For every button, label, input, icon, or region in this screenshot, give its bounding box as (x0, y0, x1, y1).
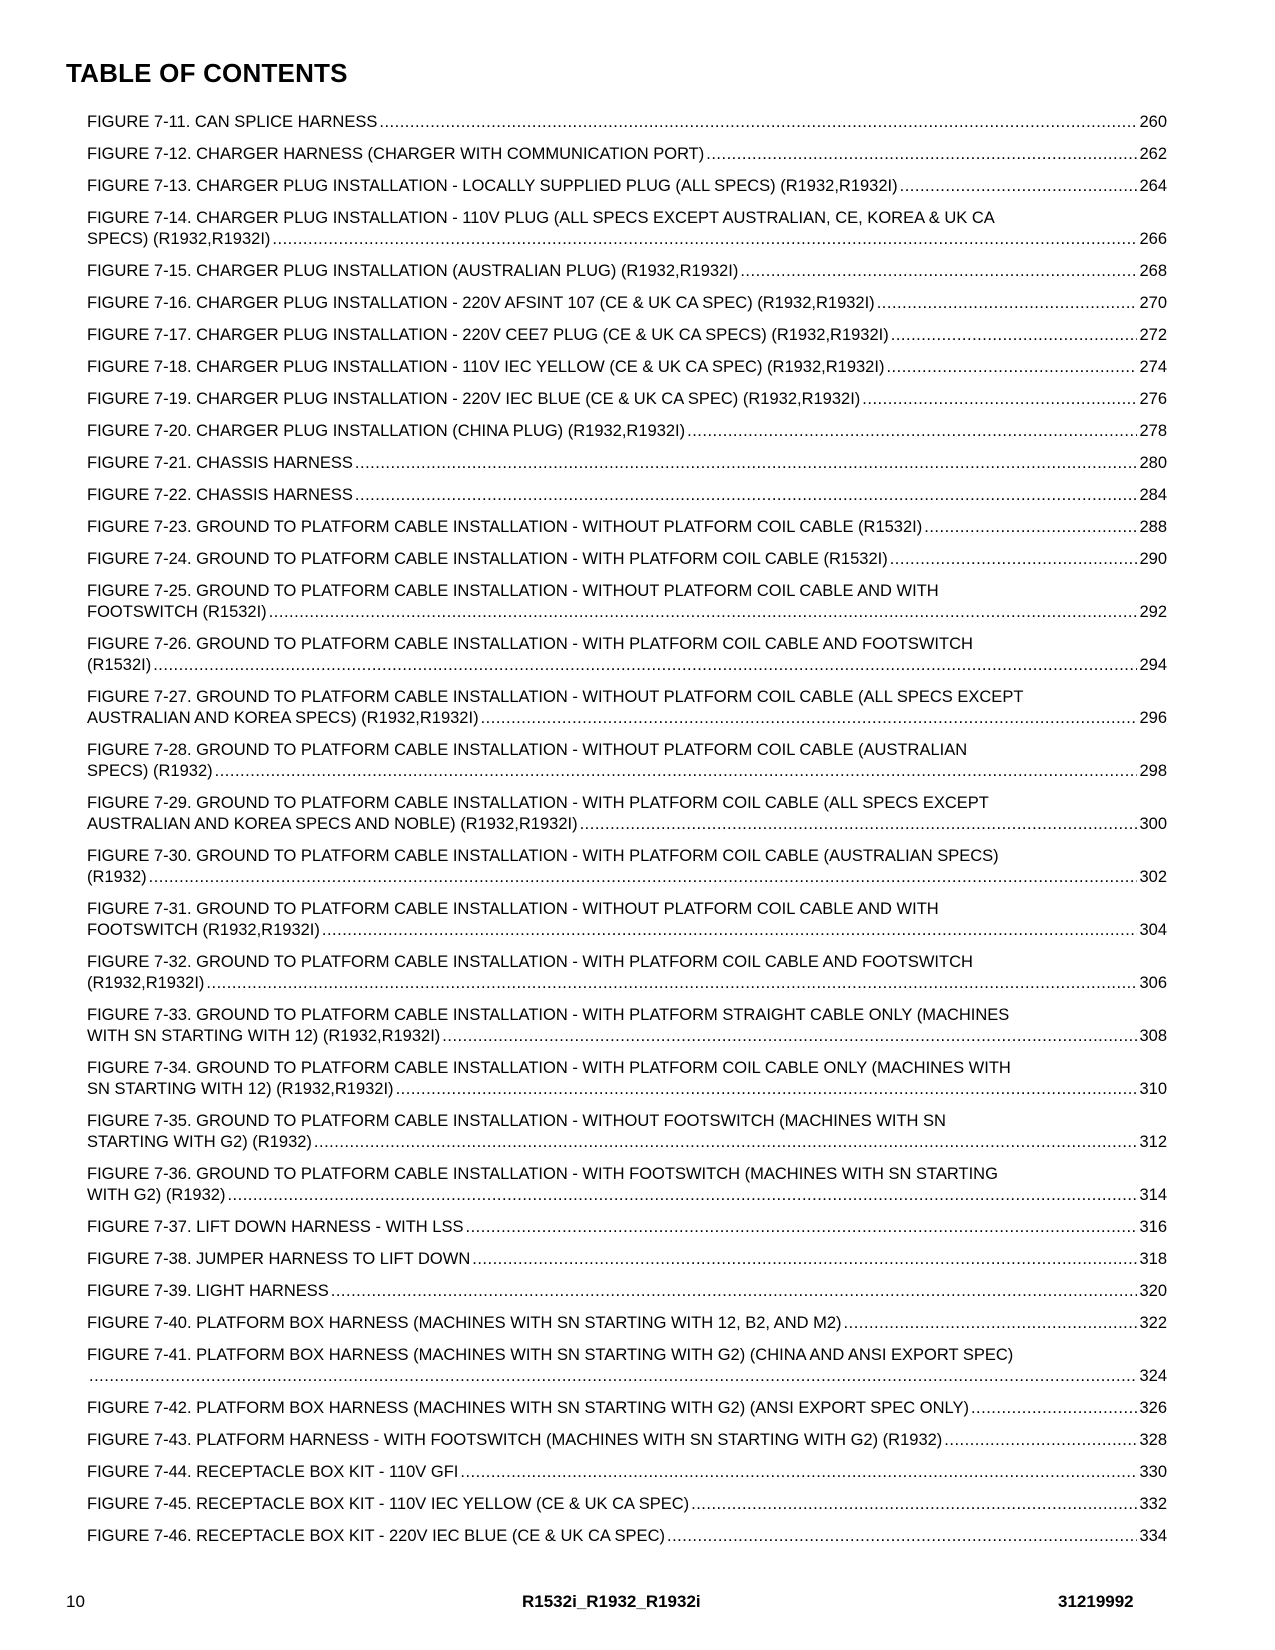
toc-entry-line (87, 357, 1167, 378)
toc-dot-leader (890, 549, 1138, 570)
toc-entry-line (87, 1366, 1167, 1387)
toc-entry-line (87, 1281, 1167, 1302)
toc-dot-leader (153, 655, 1137, 676)
toc-entry-line (87, 867, 1167, 888)
toc-entry-line (87, 708, 1167, 729)
toc-entry-line (87, 293, 1167, 314)
toc-entry-line (87, 176, 1167, 197)
toc-dot-leader (481, 708, 1138, 729)
toc-page-number: 334 (1139, 1527, 1167, 1545)
footer-doc-number: 31219992 (1058, 1592, 1134, 1611)
toc-entry[interactable] (87, 517, 1167, 538)
toc-entry-line (87, 814, 1167, 835)
footer-model: R1532i_R1932_R1932i (522, 1592, 701, 1611)
toc-entry-title: FIGURE 7-18. CHARGER PLUG INSTALLATION - 110V IEC YELLOW (CE & UK CA SPEC) (R1932,R1932I) (87, 358, 885, 376)
toc-page-number: 330 (1139, 1463, 1167, 1481)
toc-entry[interactable] (87, 1111, 1167, 1153)
toc-page-number: 262 (1139, 145, 1167, 163)
toc-entry-line (87, 1526, 1167, 1547)
toc-entry[interactable] (87, 740, 1167, 782)
toc-entry-title: FIGURE 7-24. GROUND TO PLATFORM CABLE INSTALLATION - WITH PLATFORM COIL CABLE (R1532I) (87, 550, 888, 568)
toc-page-number: 332 (1139, 1495, 1167, 1513)
toc-entry-title: SN STARTING WITH 12) (R1932,R1932I) (87, 1080, 394, 1098)
toc-page-number: 320 (1139, 1282, 1167, 1300)
toc-dot-leader (691, 1494, 1137, 1515)
toc-dot-leader (740, 261, 1137, 282)
toc-dot-leader (466, 1217, 1138, 1238)
toc-page-number: 308 (1139, 1027, 1167, 1045)
toc-entry-line (87, 602, 1167, 623)
toc-entry-title: FOOTSWITCH (R1932,R1932I) (87, 921, 320, 939)
toc-entry[interactable] (87, 112, 1167, 133)
toc-list (87, 112, 1167, 1558)
toc-entry[interactable] (87, 581, 1167, 623)
toc-entry-title-line: FIGURE 7-32. GROUND TO PLATFORM CABLE INSTALLATION - WITH PLATFORM COIL CABLE AND FOOTSWITCH (87, 953, 973, 971)
toc-entry-title: FIGURE 7-46. RECEPTACLE BOX KIT - 220V IEC BLUE (CE & UK CA SPEC) (87, 1527, 665, 1545)
toc-page-number: 328 (1139, 1431, 1167, 1449)
toc-page-number: 312 (1139, 1133, 1167, 1151)
toc-entry-title-line: FIGURE 7-27. GROUND TO PLATFORM CABLE INSTALLATION - WITHOUT PLATFORM COIL CABLE (ALL SPECS EXCEPT (87, 688, 1024, 706)
toc-page-number: 296 (1139, 709, 1167, 727)
toc-page-number: 310 (1139, 1080, 1167, 1098)
toc-entry-title: FIGURE 7-38. JUMPER HARNESS TO LIFT DOWN (87, 1250, 471, 1268)
toc-dot-leader (355, 453, 1138, 474)
toc-entry[interactable] (87, 485, 1167, 506)
toc-dot-leader (396, 1079, 1138, 1100)
toc-page-number: 290 (1139, 550, 1167, 568)
toc-entry[interactable] (87, 1281, 1167, 1302)
toc-entry-title: STARTING WITH G2) (R1932) (87, 1133, 312, 1151)
toc-entry-title: AUSTRALIAN AND KOREA SPECS AND NOBLE) (R1932,R1932I) (87, 815, 578, 833)
toc-page-number: 294 (1139, 656, 1167, 674)
toc-page-number: 300 (1139, 815, 1167, 833)
toc-entry-title-line: FIGURE 7-36. GROUND TO PLATFORM CABLE INSTALLATION - WITH FOOTSWITCH (MACHINES WITH SN STARTING (87, 1165, 998, 1183)
toc-entry-line (87, 1462, 1167, 1483)
toc-entry-line (87, 655, 1167, 676)
toc-entry-title: FIGURE 7-13. CHARGER PLUG INSTALLATION - LOCALLY SUPPLIED PLUG (ALL SPECS) (R1932,R1932I) (87, 177, 898, 195)
toc-entry-title: AUSTRALIAN AND KOREA SPECS) (R1932,R1932I) (87, 709, 479, 727)
toc-entry[interactable] (87, 293, 1167, 314)
toc-page-number: 298 (1139, 762, 1167, 780)
toc-dot-leader (687, 421, 1137, 442)
toc-page-number: 292 (1139, 603, 1167, 621)
toc-dot-leader (886, 357, 1137, 378)
toc-page-number: 324 (1139, 1367, 1167, 1385)
toc-entry[interactable] (87, 1462, 1167, 1483)
toc-dot-leader (971, 1398, 1138, 1419)
toc-entry[interactable] (87, 1398, 1167, 1419)
toc-dot-leader (215, 761, 1138, 782)
toc-page-number: 304 (1139, 921, 1167, 939)
toc-entry-title-line: FIGURE 7-14. CHARGER PLUG INSTALLATION - 110V PLUG (ALL SPECS EXCEPT AUSTRALIAN, CE, KOREA & UK CA (87, 209, 995, 227)
toc-entry-line (87, 229, 1167, 250)
toc-entry[interactable] (87, 1494, 1167, 1515)
toc-entry[interactable] (87, 421, 1167, 442)
toc-entry-line (87, 421, 1167, 442)
toc-entry-title-line: FIGURE 7-33. GROUND TO PLATFORM CABLE INSTALLATION - WITH PLATFORM STRAIGHT CABLE ONLY (MACHINES (87, 1006, 1010, 1024)
toc-entry-title: FIGURE 7-11. CAN SPLICE HARNESS (87, 113, 378, 131)
toc-entry[interactable] (87, 357, 1167, 378)
toc-entry-title: FIGURE 7-19. CHARGER PLUG INSTALLATION - 220V IEC BLUE (CE & UK CA SPEC) (R1932,R1932I) (87, 390, 861, 408)
toc-entry-title: FIGURE 7-12. CHARGER HARNESS (CHARGER WITH COMMUNICATION PORT) (87, 145, 705, 163)
toc-dot-leader (900, 176, 1138, 197)
toc-entry[interactable] (87, 846, 1167, 888)
toc-page-number: 316 (1139, 1218, 1167, 1236)
toc-entry-title-line: FIGURE 7-28. GROUND TO PLATFORM CABLE INSTALLATION - WITHOUT PLATFORM COIL CABLE (AUSTRALIAN (87, 741, 968, 759)
toc-dot-leader (844, 1313, 1138, 1334)
toc-dot-leader (355, 485, 1138, 506)
toc-dot-leader (227, 1185, 1137, 1206)
toc-entry[interactable] (87, 208, 1167, 250)
toc-page-number: 264 (1139, 177, 1167, 195)
toc-entry-line (87, 761, 1167, 782)
toc-page-number: 272 (1139, 326, 1167, 344)
toc-entry-line (87, 1132, 1167, 1153)
toc-entry[interactable] (87, 1430, 1167, 1451)
toc-entry-title: FIGURE 7-23. GROUND TO PLATFORM CABLE INSTALLATION - WITHOUT PLATFORM COIL CABLE (R1532I) (87, 518, 923, 536)
toc-page-number: 288 (1139, 518, 1167, 536)
toc-entry-line (87, 389, 1167, 410)
toc-entry-title-line: FIGURE 7-30. GROUND TO PLATFORM CABLE INSTALLATION - WITH PLATFORM COIL CABLE (AUSTRALIAN SPECS) (87, 847, 999, 865)
toc-entry-line (87, 112, 1167, 133)
toc-entry[interactable] (87, 176, 1167, 197)
toc-entry-title: FIGURE 7-43. PLATFORM HARNESS - WITH FOOTSWITCH (MACHINES WITH SN STARTING WITH G2) (R1932) (87, 1431, 943, 1449)
toc-dot-leader (706, 144, 1137, 165)
toc-page-number: 268 (1139, 262, 1167, 280)
toc-page-number: 284 (1139, 486, 1167, 504)
toc-entry[interactable] (87, 1164, 1167, 1206)
toc-entry-title-line: FIGURE 7-35. GROUND TO PLATFORM CABLE INSTALLATION - WITHOUT FOOTSWITCH (MACHINES WITH SN (87, 1112, 946, 1130)
toc-page-number: 326 (1139, 1399, 1167, 1417)
toc-entry-line (87, 485, 1167, 506)
toc-entry[interactable] (87, 634, 1167, 676)
toc-entry[interactable] (87, 261, 1167, 282)
toc-entry-line (87, 1249, 1167, 1270)
toc-entry-title: FOOTSWITCH (R1532I) (87, 603, 267, 621)
toc-entry-title: FIGURE 7-40. PLATFORM BOX HARNESS (MACHINES WITH SN STARTING WITH 12, B2, AND M2) (87, 1314, 842, 1332)
toc-entry[interactable] (87, 549, 1167, 570)
toc-entry-title: FIGURE 7-39. LIGHT HARNESS (87, 1282, 329, 1300)
toc-entry[interactable] (87, 325, 1167, 346)
toc-dot-leader (322, 920, 1138, 941)
toc-entry-line (87, 1494, 1167, 1515)
toc-entry-title: FIGURE 7-37. LIFT DOWN HARNESS - WITH LSS (87, 1218, 464, 1236)
toc-entry-title: SPECS) (R1932,R1932I) (87, 230, 271, 248)
toc-entry-title: (R1532I) (87, 656, 152, 674)
toc-entry[interactable] (87, 1526, 1167, 1547)
toc-dot-leader (269, 602, 1138, 623)
toc-entry-title: FIGURE 7-45. RECEPTACLE BOX KIT - 110V IEC YELLOW (CE & UK CA SPEC) (87, 1495, 690, 1513)
toc-page-number: 278 (1139, 422, 1167, 440)
toc-page-number: 266 (1139, 230, 1167, 248)
toc-entry-line (87, 1430, 1167, 1451)
toc-entry-title: WITH SN STARTING WITH 12) (R1932,R1932I) (87, 1027, 441, 1045)
toc-entry-line (87, 973, 1167, 994)
toc-dot-leader (89, 1366, 1137, 1387)
toc-page-number: 306 (1139, 974, 1167, 992)
toc-page-number: 280 (1139, 454, 1167, 472)
toc-entry-title: SPECS) (R1932) (87, 762, 213, 780)
toc-dot-leader (891, 325, 1138, 346)
toc-entry-title: FIGURE 7-44. RECEPTACLE BOX KIT - 110V GFI (87, 1463, 459, 1481)
toc-entry-title: FIGURE 7-21. CHASSIS HARNESS (87, 454, 353, 472)
toc-page-number: 322 (1139, 1314, 1167, 1332)
page-title: TABLE OF CONTENTS (66, 58, 348, 88)
toc-entry[interactable] (87, 1217, 1167, 1238)
toc-entry-line (87, 1026, 1167, 1047)
toc-entry[interactable] (87, 1345, 1167, 1387)
toc-entry-line (87, 549, 1167, 570)
toc-dot-leader (379, 112, 1137, 133)
toc-entry-title-line: FIGURE 7-31. GROUND TO PLATFORM CABLE INSTALLATION - WITHOUT PLATFORM COIL CABLE AND WITH (87, 900, 939, 918)
toc-entry-line (87, 1398, 1167, 1419)
toc-entry[interactable] (87, 1005, 1167, 1047)
toc-entry-title-line: FIGURE 7-26. GROUND TO PLATFORM CABLE INSTALLATION - WITH PLATFORM COIL CABLE AND FOOTSWITCH (87, 635, 973, 653)
toc-entry-title: FIGURE 7-16. CHARGER PLUG INSTALLATION - 220V AFSINT 107 (CE & UK CA SPEC) (R1932,R1932I) (87, 294, 875, 312)
toc-entry-title: FIGURE 7-15. CHARGER PLUG INSTALLATION (AUSTRALIAN PLUG) (R1932,R1932I) (87, 262, 739, 280)
toc-dot-leader (460, 1462, 1137, 1483)
toc-entry-title: FIGURE 7-42. PLATFORM BOX HARNESS (MACHINES WITH SN STARTING WITH G2) (ANSI EXPORT SPEC ONLY) (87, 1399, 969, 1417)
toc-dot-leader (331, 1281, 1138, 1302)
toc-dot-leader (149, 867, 1138, 888)
toc-entry-line (87, 1313, 1167, 1334)
toc-entry[interactable] (87, 1313, 1167, 1334)
toc-entry-line (87, 325, 1167, 346)
toc-entry-line (87, 920, 1167, 941)
toc-entry-line (87, 261, 1167, 282)
toc-entry-line (87, 144, 1167, 165)
toc-entry-title-line: FIGURE 7-41. PLATFORM BOX HARNESS (MACHINES WITH SN STARTING WITH G2) (CHINA AND ANSI EXPORT SPEC) (87, 1346, 1014, 1364)
toc-page-number: 260 (1139, 113, 1167, 131)
toc-dot-leader (924, 517, 1137, 538)
toc-page-number: 270 (1139, 294, 1167, 312)
toc-entry[interactable] (87, 793, 1167, 835)
toc-entry-title-line: FIGURE 7-25. GROUND TO PLATFORM CABLE INSTALLATION - WITHOUT PLATFORM COIL CABLE AND WITH (87, 582, 939, 600)
toc-entry-title: FIGURE 7-17. CHARGER PLUG INSTALLATION - 220V CEE7 PLUG (CE & UK CA SPECS) (R1932,R1932I) (87, 326, 889, 344)
toc-entry[interactable] (87, 453, 1167, 474)
toc-dot-leader (472, 1249, 1137, 1270)
toc-entry-title-line: FIGURE 7-29. GROUND TO PLATFORM CABLE INSTALLATION - WITH PLATFORM COIL CABLE (ALL SPECS EXCEPT (87, 794, 989, 812)
toc-entry-line (87, 1185, 1167, 1206)
toc-entry[interactable] (87, 1058, 1167, 1100)
toc-entry-line (87, 1217, 1167, 1238)
toc-dot-leader (862, 389, 1137, 410)
toc-dot-leader (580, 814, 1138, 835)
toc-page-number: 314 (1139, 1186, 1167, 1204)
toc-entry-line (87, 453, 1167, 474)
toc-entry-title: (R1932,R1932I) (87, 974, 205, 992)
toc-dot-leader (272, 229, 1137, 250)
toc-entry[interactable] (87, 952, 1167, 994)
toc-entry[interactable] (87, 144, 1167, 165)
footer-page-number: 10 (66, 1592, 85, 1611)
toc-entry[interactable] (87, 1249, 1167, 1270)
toc-page-number: 318 (1139, 1250, 1167, 1268)
toc-dot-leader (206, 973, 1137, 994)
toc-dot-leader (442, 1026, 1137, 1047)
toc-entry[interactable] (87, 389, 1167, 410)
toc-dot-leader (314, 1132, 1138, 1153)
toc-entry-title: FIGURE 7-22. CHASSIS HARNESS (87, 486, 353, 504)
toc-page-number: 276 (1139, 390, 1167, 408)
toc-dot-leader (944, 1430, 1137, 1451)
toc-entry-title-line: FIGURE 7-34. GROUND TO PLATFORM CABLE INSTALLATION - WITH PLATFORM COIL CABLE ONLY (MACHINES WITH (87, 1059, 1011, 1077)
toc-page-number: 302 (1139, 868, 1167, 886)
toc-entry-line (87, 517, 1167, 538)
toc-entry[interactable] (87, 899, 1167, 941)
toc-entry-title: (R1932) (87, 868, 147, 886)
toc-dot-leader (667, 1526, 1137, 1547)
toc-dot-leader (877, 293, 1138, 314)
toc-entry-title: FIGURE 7-20. CHARGER PLUG INSTALLATION (CHINA PLUG) (R1932,R1932I) (87, 422, 686, 440)
toc-entry[interactable] (87, 687, 1167, 729)
toc-page-number: 274 (1139, 358, 1167, 376)
toc-entry-line (87, 1079, 1167, 1100)
toc-entry-title: WITH G2) (R1932) (87, 1186, 226, 1204)
